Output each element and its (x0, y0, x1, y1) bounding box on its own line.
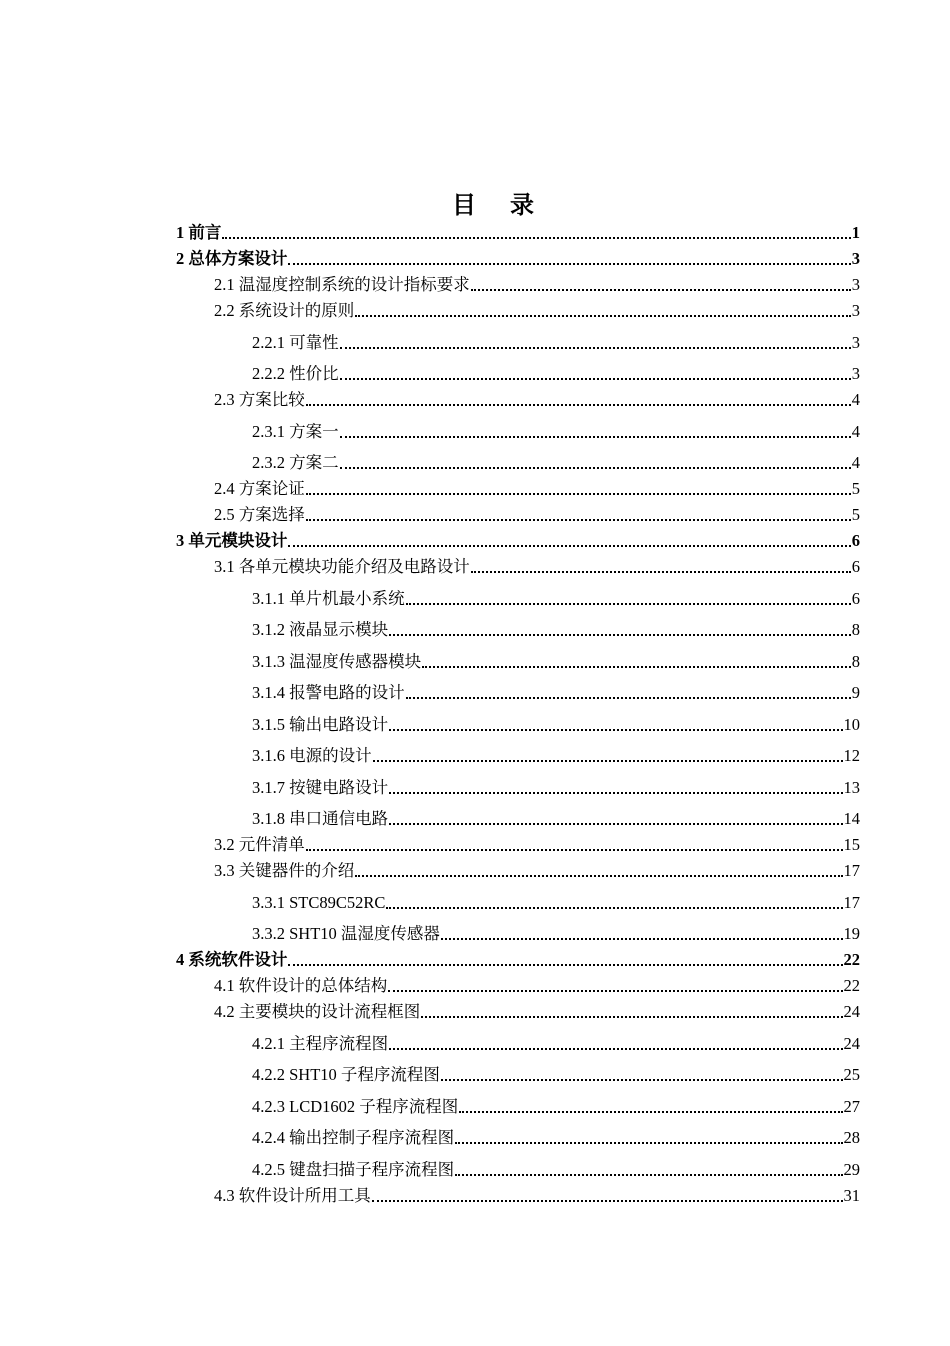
toc-entry[interactable] (176, 970, 860, 996)
toc-entry-page-number: 3 (851, 275, 860, 294)
toc-entry-page-number: 17 (843, 861, 860, 880)
toc-entry-page-number: 5 (851, 479, 860, 498)
dot-leader (389, 791, 842, 794)
toc-entry-page-number: 10 (843, 714, 860, 734)
toc-entry[interactable] (176, 499, 860, 525)
toc-entry-label: 2.2.2 性价比 (252, 364, 339, 383)
toc-entry-label: 4.2.5 键盘扫描子程序流程图 (252, 1159, 455, 1179)
toc-entry-page-number: 25 (843, 1065, 860, 1084)
dot-leader (373, 759, 843, 762)
toc-entry[interactable] (176, 217, 860, 243)
dot-leader (306, 848, 843, 851)
toc-entry-page-number: 15 (843, 835, 860, 854)
toc-entry[interactable] (176, 703, 860, 735)
toc-entry[interactable] (176, 672, 860, 704)
dot-leader (388, 989, 842, 992)
toc-entry-label: 3.1.4 报警电路的设计 (252, 683, 405, 702)
toc-entry-label: 3.3.1 STC89C52RC (252, 892, 386, 912)
toc-entry-page-number: 6 (851, 557, 860, 576)
toc-entry[interactable] (176, 243, 860, 269)
toc-entry[interactable] (176, 295, 860, 321)
toc-entry[interactable] (176, 551, 860, 577)
toc-entry-page-number: 13 (843, 777, 860, 797)
toc-entry-page-number: 8 (851, 651, 860, 671)
toc-entry-label: 3.2 元件清单 (214, 835, 305, 854)
toc-entry-label: 4 系统软件设计 (176, 950, 288, 969)
toc-entry[interactable] (176, 1022, 860, 1054)
dot-leader (441, 937, 843, 940)
toc-entry[interactable] (176, 798, 860, 830)
toc-entry-label: 2.3 方案比较 (214, 390, 305, 409)
toc-entry[interactable] (176, 1180, 860, 1206)
toc-entry-page-number: 24 (843, 1002, 860, 1021)
dot-leader (422, 665, 851, 668)
toc-entry-page-number: 29 (843, 1159, 860, 1179)
toc-entry-label: 2.5 方案选择 (214, 505, 305, 524)
toc-entry-label: 4.3 软件设计所用工具 (214, 1185, 371, 1205)
toc-entry-label: 4.2 主要模块的设计流程框图 (214, 1002, 421, 1021)
toc-entry-label: 2.1 温湿度控制系统的设计指标要求 (214, 275, 470, 294)
toc-entry-page-number: 31 (843, 1185, 860, 1205)
dot-leader (372, 1199, 843, 1202)
dot-leader (306, 518, 851, 521)
toc-entry-label: 2.2.1 可靠性 (252, 332, 339, 352)
dot-leader (340, 435, 851, 438)
toc-entry[interactable] (176, 1054, 860, 1086)
dot-leader (355, 874, 842, 877)
dot-leader (306, 403, 851, 406)
toc-entry-label: 4.2.1 主程序流程图 (252, 1033, 389, 1053)
toc-entry-label: 2.3.1 方案一 (252, 421, 339, 441)
dot-leader (406, 696, 851, 699)
toc-entry-label: 3.1.1 单片机最小系统 (252, 588, 405, 608)
toc-entry-page-number: 22 (843, 950, 860, 969)
dot-leader (306, 492, 851, 495)
toc-entry-label: 3.3.2 SHT10 温湿度传感器 (252, 924, 440, 943)
dot-leader (340, 377, 851, 380)
table-of-contents (176, 217, 860, 1206)
dot-leader (471, 288, 851, 291)
toc-entry-page-number: 5 (851, 505, 860, 524)
toc-entry-label: 4.2.3 LCD1602 子程序流程图 (252, 1096, 459, 1116)
toc-entry-page-number: 24 (843, 1033, 860, 1053)
dot-leader (288, 963, 842, 966)
toc-entry[interactable] (176, 353, 860, 385)
toc-entry-label: 3.1 各单元模块功能介绍及电路设计 (214, 557, 470, 576)
toc-entry[interactable] (176, 735, 860, 767)
dot-leader (389, 728, 842, 731)
toc-title: 目 录 (452, 193, 548, 219)
toc-entry-label: 3.3 关键器件的介绍 (214, 861, 355, 880)
dot-leader (340, 346, 851, 349)
toc-entry-page-number: 8 (851, 620, 860, 639)
dot-leader (288, 262, 850, 265)
toc-entry[interactable] (176, 473, 860, 499)
toc-entry-label: 3 单元模块设计 (176, 531, 288, 550)
toc-entry-label: 2 总体方案设计 (176, 249, 288, 268)
toc-entry[interactable] (176, 1148, 860, 1180)
dot-leader (421, 1015, 842, 1018)
toc-entry[interactable] (176, 269, 860, 295)
dot-leader (406, 602, 851, 605)
toc-entry[interactable] (176, 829, 860, 855)
toc-entry-page-number: 3 (851, 364, 860, 383)
toc-entry[interactable] (176, 577, 860, 609)
dot-leader (471, 570, 851, 573)
toc-entry-label: 3.1.8 串口通信电路 (252, 809, 389, 828)
toc-entry-page-number: 4 (851, 421, 860, 441)
toc-entry[interactable] (176, 1085, 860, 1117)
toc-entry[interactable] (176, 321, 860, 353)
toc-entry-label: 4.1 软件设计的总体结构 (214, 976, 388, 995)
toc-entry-page-number: 1 (851, 223, 860, 242)
dot-leader (386, 906, 842, 909)
toc-entry[interactable] (176, 442, 860, 474)
dot-leader (340, 466, 851, 469)
toc-entry-page-number: 3 (851, 249, 860, 268)
dot-leader (222, 236, 850, 239)
toc-entry-page-number: 28 (843, 1128, 860, 1147)
toc-entry[interactable] (176, 410, 860, 442)
toc-entry-page-number: 4 (851, 390, 860, 409)
toc-entry[interactable] (176, 996, 860, 1022)
dot-leader (355, 314, 851, 317)
dot-leader (455, 1173, 842, 1176)
toc-entry-page-number: 22 (843, 976, 860, 995)
toc-entry-label: 4.2.4 输出控制子程序流程图 (252, 1128, 455, 1147)
dot-leader (389, 1047, 842, 1050)
toc-entry-label: 2.2 系统设计的原则 (214, 301, 355, 320)
toc-entry-label: 3.1.6 电源的设计 (252, 746, 372, 765)
toc-entry-page-number: 27 (843, 1096, 860, 1116)
toc-entry[interactable] (176, 766, 860, 798)
toc-entry-label: 3.1.5 输出电路设计 (252, 714, 389, 734)
toc-entry-page-number: 3 (851, 301, 860, 320)
toc-entry-page-number: 6 (851, 588, 860, 608)
toc-entry[interactable] (176, 609, 860, 641)
toc-entry[interactable] (176, 881, 860, 913)
dot-leader (455, 1141, 842, 1144)
toc-entry-label: 2.4 方案论证 (214, 479, 305, 498)
toc-entry-label: 3.1.3 温湿度传感器模块 (252, 651, 422, 671)
toc-entry-page-number: 14 (843, 809, 860, 828)
dot-leader (441, 1078, 843, 1081)
toc-entry-label: 3.1.2 液晶显示模块 (252, 620, 389, 639)
toc-entry-label: 2.3.2 方案二 (252, 453, 339, 472)
toc-entry-page-number: 9 (851, 683, 860, 702)
toc-entry-page-number: 4 (851, 453, 860, 472)
toc-entry-page-number: 17 (843, 892, 860, 912)
toc-entry-label: 3.1.7 按键电路设计 (252, 777, 389, 797)
toc-entry-page-number: 19 (843, 924, 860, 943)
toc-entry-page-number: 6 (851, 531, 860, 550)
toc-entry-label: 1 前言 (176, 223, 222, 242)
toc-entry-page-number: 12 (843, 746, 860, 765)
dot-leader (389, 822, 842, 825)
toc-entry[interactable] (176, 525, 860, 551)
dot-leader (389, 633, 851, 636)
toc-entry-label: 4.2.2 SHT10 子程序流程图 (252, 1065, 440, 1084)
toc-entry-page-number: 3 (851, 332, 860, 352)
toc-entry[interactable] (176, 944, 860, 970)
dot-leader (459, 1110, 842, 1113)
toc-entry[interactable] (176, 855, 860, 881)
toc-entry[interactable] (176, 640, 860, 672)
toc-entry[interactable] (176, 913, 860, 945)
dot-leader (288, 544, 850, 547)
toc-entry[interactable] (176, 384, 860, 410)
toc-entry[interactable] (176, 1117, 860, 1149)
